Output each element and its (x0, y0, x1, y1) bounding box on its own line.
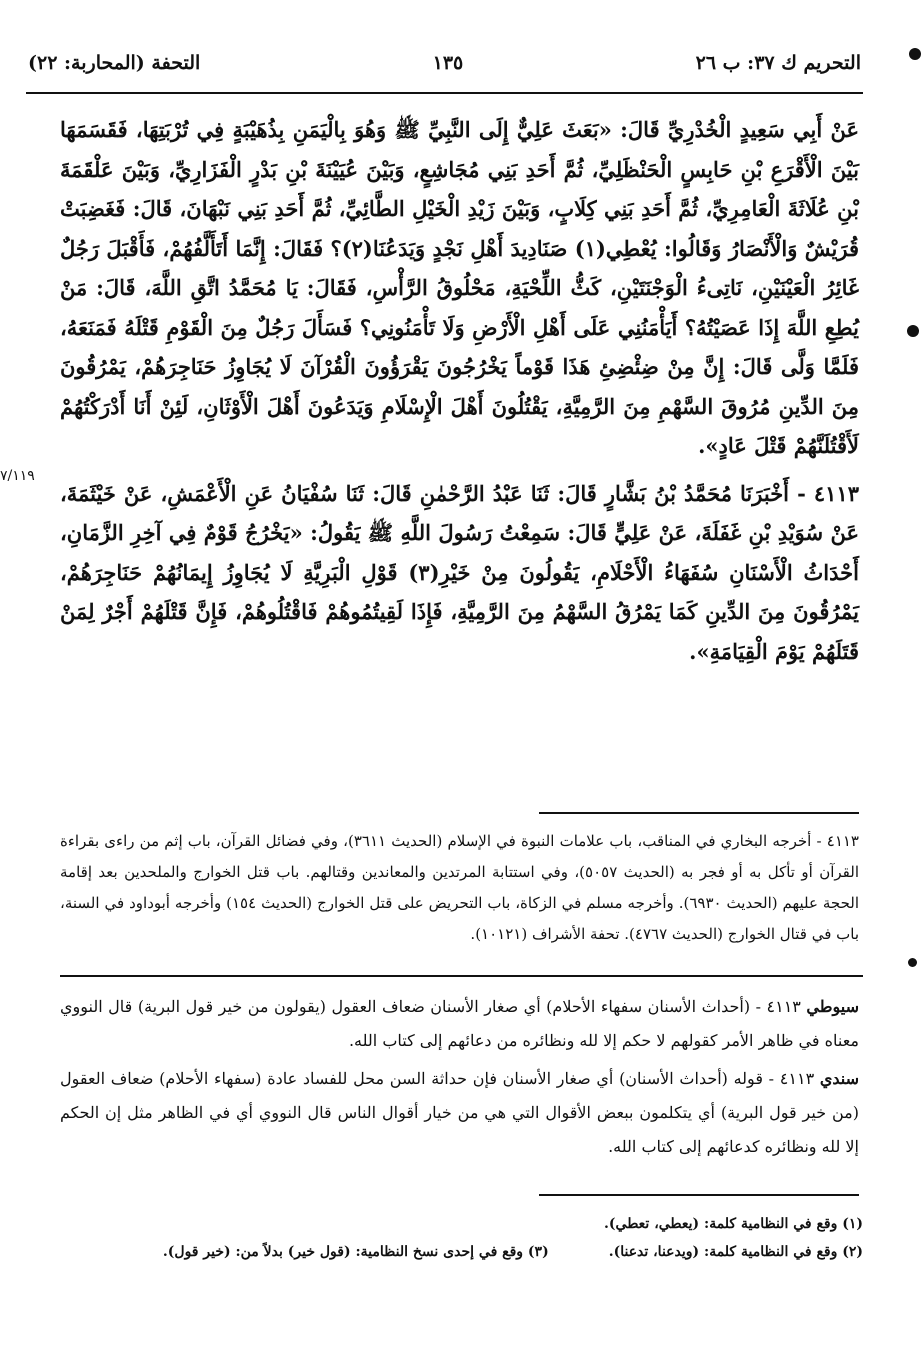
commentary (60, 990, 859, 1168)
sindi-text: ٤١١٣ - قوله (أحداث الأسنان) أي صغار الأسنان فإن حداثة السن محل للفساد عادة (سفهاء الأحلام) ضعاف العقول (من خير قول البرية) أي يتكلمون ببعض الأقوال التي هي من خيار أقوال الناس قال النووي أي في الظاهر مثل إن الحكم إلا لله ونظائره كدعائهم إلى كتاب الله. (60, 1069, 859, 1156)
suyuti-text: ٤١١٣ - (أحداث الأسنان سفهاء الأحلام) أي صغار الأسنان ضعاف العقول (يقولون من خير قول البرية) قال النووي معناه في ظاهر الأمر كقولهم لا حكم إلا لله ونظائره من دعائهم إلى كتاب الله. (60, 997, 859, 1050)
takhrij-note (60, 826, 859, 950)
margin-note: ٧/١١٩ (0, 468, 35, 484)
margin-bullet-middle (907, 325, 919, 337)
commentary-divider (60, 975, 863, 977)
hadith-text (60, 110, 859, 679)
footnote-row (60, 1238, 863, 1266)
takhrij-text: ٤١١٣ - أخرجه البخاري في المناقب، باب علامات النبوة في الإسلام (الحديث ٣٦١١)، وفي فضائل القرآن، باب إثم من راءى بقراءة القرآن أو تأكل به أو فجر به (الحديث ٥٠٥٧)، وفي استتابة المرتدين والمعاندين وقتالهم. باب قتل الخوارج والملحدين بعد إقامة الحجة عليهم (الحديث ٦٩٣٠). وأخرجه مسلم في الزكاة، باب التحريض على قتل الخوارج (الحديث ١٥٤) وأخرجه أبوداود في السنة، باب في قتال الخوارج (الحديث ٤٧٦٧). تحفة الأشراف (١٠١٢١). (60, 832, 859, 943)
header-divider (26, 92, 863, 94)
footnotes-divider (539, 1194, 859, 1196)
takhrij-divider (539, 812, 859, 814)
footnote-1: (١) وقع في النظامية كلمة: (يعطي، تعطي). (604, 1216, 863, 1232)
margin-bullet-bottom (908, 958, 917, 967)
hadith-paragraph-4113: ٤١١٣ - أَخْبَرَنَا مُحَمَّدُ بْنُ بَشَّارٍ قَالَ: ثَنَا عَبْدُ الرَّحْمٰنِ قَالَ: ثَنَا سُفْيَانُ عَنِ الْأَعْمَشِ، عَنْ خَيْثَمَةَ، عَنْ سُوَيْدِ بْنِ غَفَلَةَ، عَنْ عَلِيٍّ قَالَ: سَمِعْتُ رَسُولَ اللَّهِ ﷺ يَقُولُ: «يَخْرُجُ قَوْمٌ فِي آخِرِ الزَّمَانِ، أَحْدَاثُ الْأَسْنَانِ سُفَهَاءُ الْأَحْلَامِ، يَقُولُونَ مِنْ خَيْرِ(٣) قَوْلِ الْبَرِيَّةِ لَا يُجَاوِزُ إِيمَانُهُمْ حَنَاجِرَهُمْ، يَمْرُقُونَ مِنَ الدِّينِ كَمَا يَمْرُقُ السَّهْمُ مِنَ الرَّمِيَّةِ، فَإِذَا لَقِيتُمُوهُمْ فَاقْتُلُوهُمْ، فَإِنَّ قَتْلَهُمْ أَجْرٌ لِمَنْ قَتَلَهُمْ يَوْمَ الْقِيَامَةِ». (60, 480, 859, 664)
sindi-label: سندي (819, 1069, 860, 1088)
header-book-ref: التحفة (المحاربة: ٢٢) (28, 52, 201, 74)
suyuti-comment (60, 990, 859, 1058)
sindi-comment (60, 1062, 859, 1164)
page-number: ١٣٥ (432, 52, 464, 74)
footnotes (60, 1210, 863, 1266)
suyuti-label: سيوطي (806, 997, 859, 1016)
footnote-3: (٣) وقع في إحدى نسخ النظامية: (قول خير) بدلاً من: (خير قول). (162, 1244, 549, 1260)
header-chapter-ref: التحريم ك ٣٧: ب ٢٦ (695, 52, 861, 74)
page-header (28, 42, 861, 84)
footnote-2: (٢) وقع في النظامية كلمة: (ويدعنا، تدعنا). (608, 1244, 863, 1260)
hadith-paragraph-1: عَنْ أَبِي سَعِيدٍ الْخُدْرِيِّ قَالَ: «بَعَثَ عَلِيٌّ إِلَى النَّبِيِّ ﷺ وَهُوَ بِالْيَمَنِ بِذُهَيْبَةٍ فِي تُرْبَتِهَا، فَقَسَمَهَا بَيْنَ الْأَقْرَعِ بْنِ حَابِسٍ الْحَنْظَلِيِّ، ثُمَّ أَحَدِ بَنِي مُجَاشِعٍ، وَبَيْنَ عُيَيْنَةَ بْنِ بَدْرٍ الْفَزَارِيِّ، وَبَيْنَ عَلْقَمَةَ بْنِ عُلَاثَةَ الْعَامِرِيِّ، ثُمَّ أَحَدِ بَنِي كِلَابٍ، وَبَيْنَ زَيْدِ الْخَيْلِ الطَّائِيِّ، ثُمَّ أَحَدِ بَنِي نَبْهَانَ، قَالَ: فَغَضِبَتْ قُرَيْشٌ وَالْأَنْصَارُ وَقَالُوا: يُعْطِي(١) صَنَادِيدَ أَهْلِ نَجْدٍ وَيَدَعُنَا(٢)؟ فَقَالَ: إِنَّمَا أَتَأَلَّفُهُمْ، فَأَقْبَلَ رَجُلٌ غَائِرُ الْعَيْنَيْنِ، نَاتِىءُ الْوَجْنَتَيْنِ، كَثُّ اللِّحْيَةِ، مَحْلُوقُ الرَّأْسِ، فَقَالَ: يَا مُحَمَّدُ اتَّقِ اللَّهَ، قَالَ: مَنْ يُطِعِ اللَّهَ إِذَا عَصَيْتُهُ؟ أَيَأْمَنُنِي عَلَى أَهْلِ الْأَرْضِ وَلَا تَأْمَنُونِي؟ فَسَأَلَ رَجُلٌ مِنَ الْقَوْمِ قَتْلَهُ فَمَنَعَهُ، فَلَمَّا وَلَّى قَالَ: إِنَّ مِنْ ضِئْضِئِ هَذَا قَوْماً يَخْرُجُونَ يَقْرَؤُونَ الْقُرْآنَ لَا يُجَاوِزُ حَنَاجِرَهُمْ، يَمْرُقُونَ مِنَ الدِّينِ مُرُوقَ السَّهْمِ مِنَ الرَّمِيَّةِ، يَقْتُلُونَ أَهْلَ الْإِسْلَامِ وَيَدَعُونَ أَهْلَ الْأَوْثَانِ، لَئِنْ أَنَا أَدْرَكْتُهُمْ لَأَقْتُلَنَّهُمْ قَتْلَ عَادٍ». (60, 117, 860, 458)
margin-bullet-top (909, 48, 921, 60)
